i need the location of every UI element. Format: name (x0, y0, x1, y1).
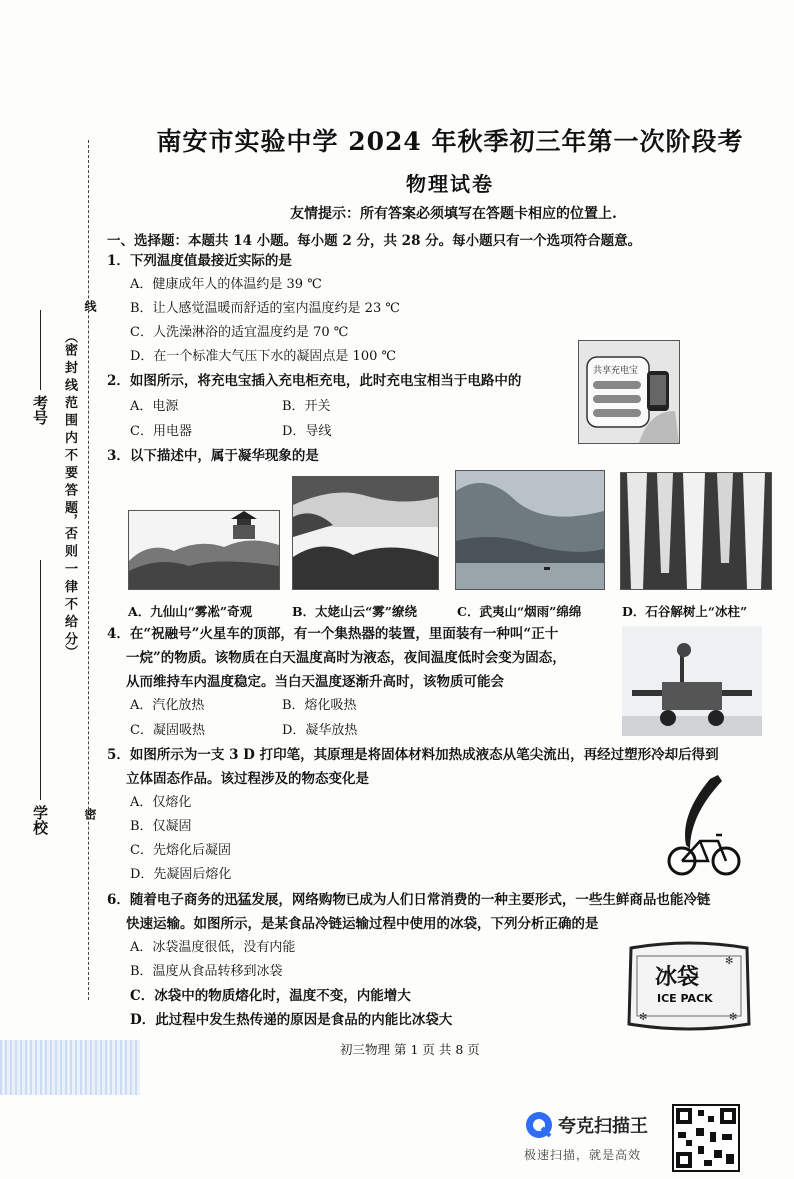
q3-option-c: C．武夷山“烟雨”绵绵 (457, 604, 582, 619)
q5-line2: 立体固态作品。该过程涉及的物态变化是 (126, 771, 369, 787)
exam-number-blank (40, 310, 41, 390)
q1-option-c: C．人洗澡淋浴的适宜温度约是 70 ℃ (130, 325, 349, 340)
q5-option-a: A．仅熔化 (130, 795, 192, 810)
q6-option-d: D．此过程中发生热传递的原因是食品的内能比冰袋大 (130, 1012, 453, 1028)
q1-option-d: D．在一个标准大气压下水的凝固点是 100 ℃ (130, 349, 397, 364)
exam-number-label: 考号 (31, 395, 49, 425)
q4-line2: 一烷”的物质。该物质在白天温度高时为液态，夜间温度低时会变为固态， (126, 650, 566, 666)
school-blank (40, 560, 41, 800)
q1-option-b: B．让人感觉温暖而舒适的室内温度约是 23 ℃ (130, 301, 400, 316)
exam-subtitle: 物理试卷 (406, 172, 494, 196)
friendly-hint: 友情提示：所有答案必须填写在答题卡相应的位置上. (290, 206, 617, 222)
ice-pack-en-label: ICE PACK (657, 992, 713, 1005)
q4-line3: 从而维持车内温度稳定。当白天温度逐渐升高时，该物质可能会 (126, 674, 504, 690)
svg-text:✻: ✻ (725, 956, 734, 967)
q2-option-d: D．导线 (282, 424, 332, 439)
jiuxian-rime-image (128, 510, 280, 590)
quark-logo-icon (524, 1110, 554, 1140)
exam-title: 南安市实验中学 2024 年秋季初三年第一次阶段考 (156, 127, 744, 156)
taimu-fog-image (292, 476, 439, 590)
seal-marker: 密 (83, 808, 97, 820)
mars-rover-image (622, 626, 762, 736)
ice-pack-cn-label: 冰袋 (655, 965, 700, 990)
qr-code (672, 1104, 740, 1172)
3d-pen-image (660, 775, 750, 885)
page-footer: 初三物理 第 1 页 共 8 页 (340, 1042, 480, 1057)
q6-option-c: C．冰袋中的物质熔化时，温度不变，内能增大 (130, 988, 411, 1004)
q5-line1: 5．如图所示为一支 3 D 打印笔，其原理是将固体材料加热成液态从笔尖流出，再经过塑形冷却后得到 (107, 747, 719, 763)
binding-line (88, 140, 89, 1000)
q4-line1: 4．在“祝融号”火星车的顶部，有一个集热器的装置，里面装有一种叫“正十 (107, 626, 559, 642)
brand-name: 夸克扫描王 (558, 1116, 648, 1137)
scan-smudge (0, 1040, 140, 1095)
q6-line1: 6．随着电子商务的迅猛发展，网络购物已成为人们日常消费的一种主要形式，一些生鲜商品也能冷链 (107, 892, 711, 908)
q3-option-d: D．石谷解树上“冰柱” (622, 604, 748, 619)
scanner-watermark (522, 1110, 672, 1170)
q2-option-a: A．电源 (130, 399, 179, 414)
power-bank-label: 共享充电宝 (593, 366, 639, 376)
q3-option-b: B．太姥山云“雾”缭绕 (292, 604, 417, 619)
svg-text:✻: ✻ (729, 1012, 738, 1023)
q4-option-c: C．凝固吸热 (130, 723, 205, 738)
svg-text:✻: ✻ (639, 1012, 648, 1023)
wuyi-mist-image (455, 470, 605, 590)
q4-option-a: A．汽化放热 (130, 698, 205, 713)
power-bank-image (578, 340, 680, 444)
brand-slogan: 极速扫描，就是高效 (524, 1148, 642, 1162)
q6-option-b: B．温度从食品转移到冰袋 (130, 964, 283, 979)
shigu-icicles-image (620, 472, 772, 590)
q2-stem: 2．如图所示，将充电宝插入充电柜充电，此时充电宝相当于电路中的 (107, 373, 522, 389)
q5-option-c: C．先熔化后凝固 (130, 843, 231, 858)
seal-instruction: （密 封 线 范 围 内 不 要 答 题，否 则 一 律 不 给 分） (62, 330, 77, 658)
q4-option-d: D．凝华放热 (282, 723, 358, 738)
q5-option-b: B．仅凝固 (130, 819, 192, 834)
q6-line2: 快速运输。如图所示，是某食品冷链运输过程中使用的冰袋，下列分析正确的是 (126, 916, 599, 932)
q6-option-a: A．冰袋温度很低，没有内能 (130, 940, 296, 955)
section-heading: 一、选择题：本题共 14 小题。每小题 2 分，共 28 分。每小题只有一个选项符合题意。 (107, 233, 642, 249)
line-marker: 线 (83, 300, 97, 312)
q3-stem: 3．以下描述中，属于凝华现象的是 (107, 448, 319, 464)
q2-option-c: C．用电器 (130, 424, 192, 439)
q2-option-b: B．开关 (282, 399, 331, 414)
q5-option-d: D．先凝固后熔化 (130, 867, 232, 882)
school-label: 学校 (31, 805, 49, 835)
q1-stem: 1．下列温度值最接近实际的是 (107, 253, 292, 269)
q1-option-a: A．健康成年人的体温约是 39 ℃ (130, 277, 322, 292)
q3-option-a: A．九仙山“雾凇”奇观 (128, 604, 253, 619)
q4-option-b: B．熔化吸热 (282, 698, 357, 713)
ice-pack-image (625, 940, 753, 1032)
